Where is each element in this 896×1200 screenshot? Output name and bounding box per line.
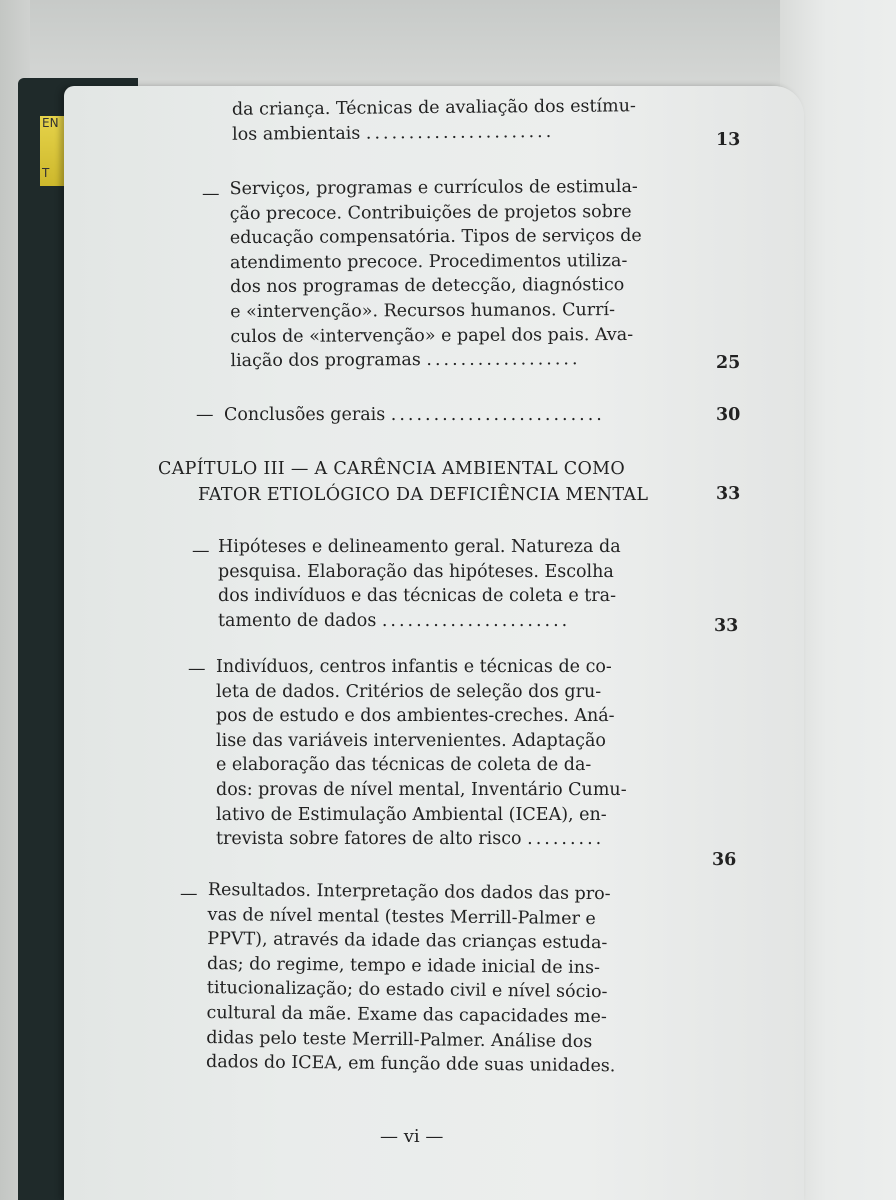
toc-line: Indivíduos, centros infantis e técnicas de co- — [216, 657, 612, 677]
toc-line-text: los ambientais — [232, 123, 366, 145]
page-number: 13 — [716, 130, 741, 150]
page-number: 30 — [716, 405, 741, 425]
toc-line: Serviços, programas e currículos de estimula- — [229, 176, 638, 200]
toc-line: cultural da mãe. Exame das capacidades me- — [206, 1002, 607, 1028]
entry-dash: — — [192, 541, 210, 561]
toc-line: e «intervenção». Recursos humanos. Currí- — [230, 300, 616, 323]
toc-line: pos de estudo e dos ambientes-creches. Aná- — [216, 706, 615, 727]
toc-line: PPVT), através da idade das crianças estuda- — [207, 929, 608, 954]
toc-line: Hipóteses e delineamento geral. Natureza da — [218, 537, 621, 557]
toc-line: educação compensatória. Tipos de serviços de — [229, 226, 642, 249]
leader-dots: ......................... — [390, 405, 605, 425]
page-number: 33 — [716, 484, 741, 504]
page-number: 33 — [714, 616, 739, 636]
toc-entry — [229, 175, 642, 374]
toc-entry — [218, 535, 621, 633]
chapter-heading — [158, 456, 648, 508]
toc-line: vas de nível mental (testes Merrill-Palmer e — [207, 904, 596, 929]
chapter-title-line: FATOR ETIOLÓGICO DA DEFICIÊNCIA MENTAL — [198, 485, 649, 505]
toc-line — [224, 403, 605, 428]
toc-line: didas pelo teste Merrill-Palmer. Análise dos — [206, 1027, 593, 1052]
toc-line: dos: provas de nível mental, Inventário Cumu- — [216, 779, 627, 800]
toc-line: Resultados. Interpretação dos dados das pro- — [207, 879, 611, 905]
toc-line-text: tamento de dados — [218, 610, 382, 631]
toc-entry — [206, 878, 617, 1079]
entry-dash: — — [202, 184, 220, 204]
toc-line: lativo de Estimulação Ambiental (ICEA), en- — [216, 804, 607, 825]
toc-line-text: trevista sobre fatores de alto risco — [216, 829, 528, 850]
toc-line: e elaboração das técnicas de coleta de da- — [216, 755, 592, 776]
toc-line: dos nos programas de detecção, diagnóstico — [230, 275, 625, 298]
toc-line: pesquisa. Elaboração das hipóteses. Escolha — [218, 561, 614, 582]
toc-line: lise das variáveis intervenientes. Adaptação — [216, 730, 606, 751]
toc-line: atendimento precoce. Procedimentos utiliza- — [229, 250, 628, 273]
toc-entry — [216, 655, 627, 852]
leader-dots: ...................... — [365, 121, 555, 144]
toc-entry — [232, 94, 636, 147]
entry-dash: — — [196, 405, 214, 425]
leader-dots: ...................... — [381, 610, 571, 631]
toc-line-text: liação dos programas — [230, 350, 427, 372]
toc-line: dados do ICEA, em função dde suas unidades. — [205, 1052, 616, 1077]
leader-dots: ......... — [527, 829, 605, 850]
toc-line: culos de «intervenção» e papel dos pais. Ava- — [230, 324, 634, 347]
toc-line: da criança. Técnicas de avaliação dos estímu- — [231, 96, 636, 120]
entry-dash: — — [180, 884, 198, 904]
leader-dots: .................. — [426, 349, 581, 371]
toc-line — [216, 827, 627, 852]
sticker-line: EN — [42, 116, 59, 130]
sticker-line: T — [42, 166, 50, 180]
toc-line: ção precoce. Contribuições de projetos sobre — [229, 201, 632, 224]
toc-line: leta de dados. Critérios de seleção dos gru- — [216, 681, 602, 702]
page-number: 36 — [712, 850, 737, 870]
toc-line-text: Conclusões gerais — [224, 405, 391, 425]
toc-line — [232, 119, 636, 147]
page-number: 25 — [716, 353, 741, 373]
chapter-title-line: CAPÍTULO III — A CARÊNCIA AMBIENTAL COMO — [158, 459, 625, 479]
toc-line: das; do regime, tempo e idade inicial de ins- — [206, 953, 601, 978]
page-footer: — vi — — [380, 1126, 444, 1147]
toc-line: dos indivíduos e das técnicas de coleta e tra- — [218, 586, 617, 607]
entry-dash: — — [188, 659, 206, 679]
toc-line — [230, 347, 642, 374]
toc-entry — [224, 403, 605, 428]
toc-line — [218, 609, 621, 634]
toc-line: titucionalização; do estado civil e nível sócio- — [206, 978, 608, 1003]
